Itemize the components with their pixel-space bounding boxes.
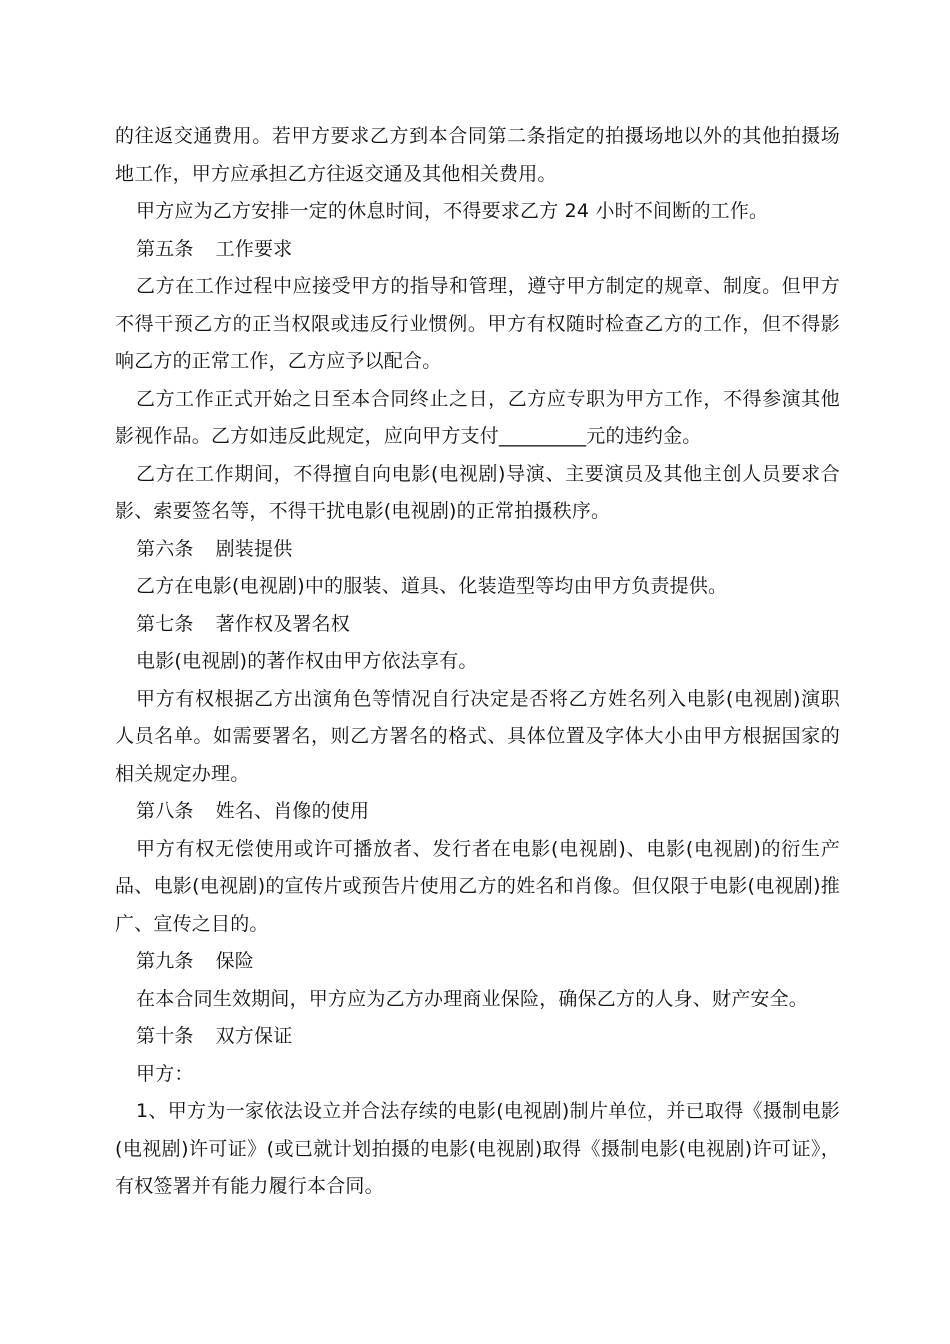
paragraph-exclusive-work: 乙方工作正式开始之日至本合同终止之日，乙方应专职为甲方工作，不得参演其他影视作品。乙方如违反此规定，应向甲方支付_________元的违约金。: [115, 387, 840, 447]
heading-article-8: [115, 793, 840, 831]
article-title: 双方保证: [215, 1025, 293, 1047]
paragraph-name-portrait: 甲方有权无偿使用或许可播放者、发行者在电影(电视剧)、电影(电视剧)的衍生产品、电影(电视剧)的宣传片或预告片使用乙方的姓名和肖像。但仅限于电影(电视剧)推广、宣传之目的。: [115, 837, 840, 935]
article-number: 第六条: [136, 537, 194, 560]
paragraph-costumes: 乙方在电影(电视剧)中的服装、道具、化装造型等均由甲方负责提供。: [136, 575, 728, 597]
heading-article-9: [115, 943, 840, 981]
paragraph-no-disturbance: 乙方在工作期间，不得擅自向电影(电视剧)导演、主要演员及其他主创人员要求合影、索要签名等，不得干扰电影(电视剧)的正常拍摄秩序。: [115, 462, 840, 522]
article-title: 工作要求: [215, 237, 293, 260]
paragraph-insurance: 在本合同生效期间，甲方应为乙方办理商业保险，确保乙方的人身、财产安全。: [136, 987, 809, 1010]
paragraph-party-a-label: 甲方：: [136, 1062, 194, 1085]
paragraph-transport-costs: 的往返交通费用。若甲方要求乙方到本合同第二条指定的拍摄场地以外的其他拍摄场地工作，甲方应承担乙方往返交通及其他相关费用。: [115, 125, 840, 185]
article-title: 保险: [215, 950, 255, 972]
article-number: 第九条: [136, 950, 194, 972]
heading-article-10: [115, 1018, 840, 1056]
article-number: 第八条: [136, 800, 194, 822]
heading-article-7: [115, 606, 840, 644]
article-title: 姓名、肖像的使用: [215, 800, 370, 822]
paragraph-credits: 甲方有权根据乙方出演角色等情况自行决定是否将乙方姓名列入电影(电视剧)演职人员名单。如需要署名，则乙方署名的格式、具体位置及字体大小由甲方根据国家的相关规定办理。: [115, 687, 840, 785]
article-number: 第十条: [136, 1025, 194, 1047]
heading-article-6: [115, 531, 840, 569]
article-title: 著作权及署名权: [215, 612, 351, 635]
heading-article-5: [115, 231, 840, 269]
contract-body: [115, 118, 840, 1206]
article-number: 第五条: [136, 237, 194, 260]
article-number: 第七条: [136, 612, 194, 635]
article-title: 剧装提供: [215, 537, 293, 560]
paragraph-copyright: 电影(电视剧)的著作权由甲方依法享有。: [136, 650, 478, 672]
paragraph-party-a-guarantee-1: 1、甲方为一家依法设立并合法存续的电影(电视剧)制片单位，并已取得《摄制电影(电视剧)许可证》(或已就计划拍摄的电影(电视剧)取得《摄制电影(电视剧)许可证》，有权签署并有能力履行本合同。: [115, 1100, 840, 1197]
paragraph-rest-time: 甲方应为乙方安排一定的休息时间，不得要求乙方 24 小时不间断的工作。: [136, 200, 769, 222]
paragraph-guidance: 乙方在工作过程中应接受甲方的指导和管理，遵守甲方制定的规章、制度。但甲方不得干预乙方的正当权限或违反行业惯例。甲方有权随时检查乙方的工作，但不得影响乙方的正常工作，乙方应予以配合。: [115, 275, 840, 372]
